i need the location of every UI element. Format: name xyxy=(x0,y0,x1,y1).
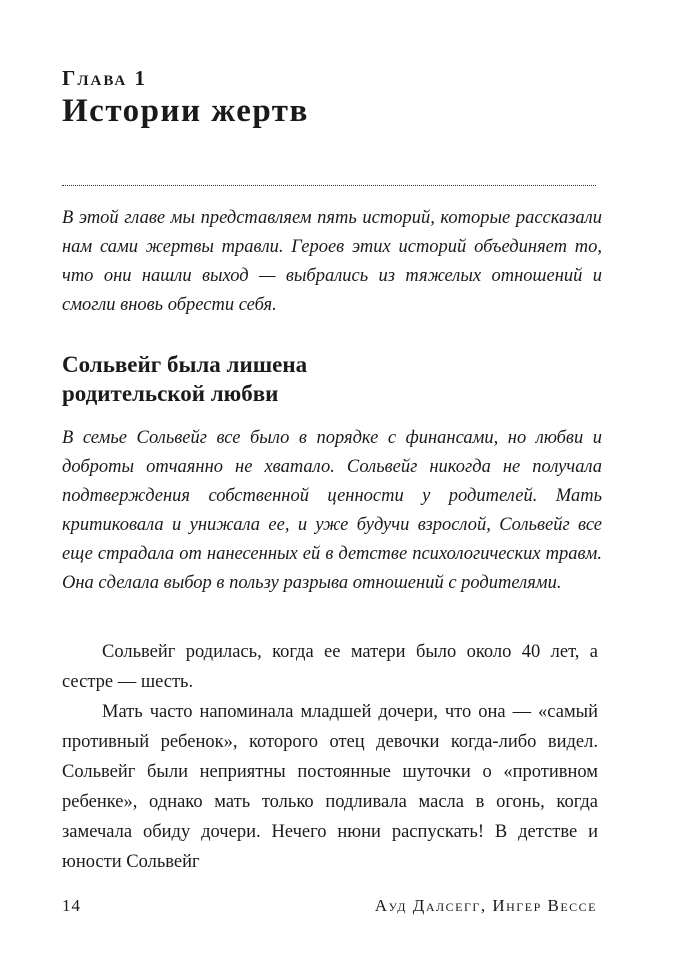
running-footer-authors: Ауд Далсегг, Ингер Вессе xyxy=(374,896,597,915)
body-text xyxy=(62,637,598,877)
chapter-label: Глава 1 xyxy=(62,66,148,90)
section-intro: В семье Сольвейг все было в порядке с финансами, но любви и доброты отчаянно не хватало. Сольвейг никогда не получала подтверждения собственной ценности у родителей. Мать критиковала и унижала ее, и уже будучи взрослой, Сольвейг все еще страдала от нанесенных ей в детстве психологических травм. Она сделала выбор в пользу разрыва отношений с родителями. xyxy=(62,428,602,593)
section-title xyxy=(62,350,307,408)
page-number: 14 xyxy=(62,896,81,915)
body-paragraph: Сольвейг родилась, когда ее матери было около 40 лет, а сестре — шесть. xyxy=(62,642,598,692)
section-title-line2: родительской любви xyxy=(62,381,279,406)
section-title-line1: Сольвейг была лишена xyxy=(62,352,308,377)
chapter-title: Истории жертв xyxy=(62,93,309,129)
body-paragraph: Мать часто напоминала младшей дочери, что она — «самый противный ребенок», которого отец девочки когда-либо видел. Сольвейг были неприятны постоянные шуточки о «противном ребенке», однако мать только подливала масла в огонь, когда замечала обиду дочери. Нечего нюни распускать! В детстве и юности Сольвейг xyxy=(62,702,598,872)
chapter-intro: В этой главе мы представляем пять историй, которые рассказали нам сами жертвы травли. Героев этих историй объединяет то, что они нашли выход — выбрались из тяжелых отношений и смогли вновь обрести себя. xyxy=(62,208,602,315)
dotted-divider xyxy=(62,185,596,186)
